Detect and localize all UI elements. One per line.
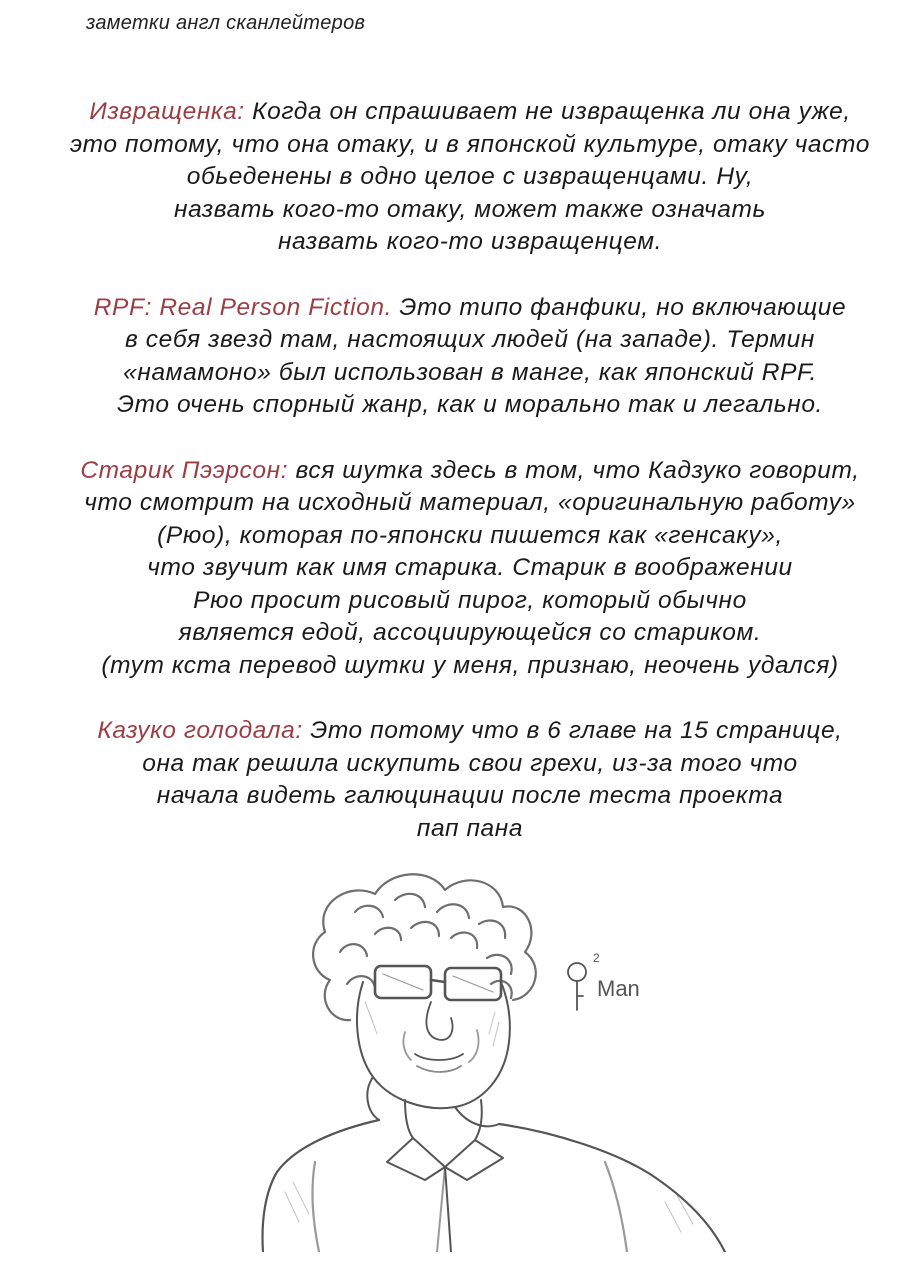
note-line: назвать кого-то отаку, может также означать (174, 195, 766, 223)
old-man-pencil-sketch (255, 862, 750, 1252)
notes-body (60, 96, 880, 845)
note-line: (Рюо), которая по-японски пишется как «генсаку», (157, 521, 783, 549)
shading (285, 1002, 693, 1232)
note-rpf (60, 292, 880, 422)
note-line: Когда он спрашивает не извращенка ли она уже, (244, 98, 851, 125)
note-line: является едой, ассоциирующейся со стариком. (178, 619, 762, 646)
shirt (263, 1120, 725, 1252)
note-line: Это типо фанфики, но включающие (391, 293, 847, 321)
note-line: что звучит как имя старика. Старик в воображении (147, 554, 793, 581)
collar (387, 1100, 503, 1252)
note-old-man-pearson (60, 455, 880, 683)
note-line: вся шутка здесь в том, что Кадзуко говорит, (288, 456, 860, 484)
caption-superscript: 2 (593, 951, 600, 965)
note-term: Старик Пээрсон: (80, 456, 289, 484)
note-term: Казуко голодала: (97, 717, 303, 744)
note-line: она так решила искупить свои грехи, из-за того что (142, 749, 798, 777)
key-doodle-icon (568, 963, 586, 1010)
note-line: Рюо просит рисовый пирог, который обычно (193, 586, 747, 614)
scanlator-notes-heading: заметки англ сканлейтеров (86, 12, 366, 34)
note-term: Извращенка: (89, 98, 245, 125)
note-line: «намамоно» был использован в манге, как японский RPF. (123, 358, 817, 386)
caption-man: Man (597, 976, 640, 1001)
face (357, 982, 510, 1126)
note-line: (тут кста перевод шутки у меня, признаю, неочень удался) (101, 651, 839, 679)
note-line: это потому, что она отаку, и в японской культуре, отаку часто (70, 130, 870, 158)
note-line: начала видеть галюцинации после теста проекта (156, 782, 784, 809)
facial-features (403, 1002, 478, 1072)
note-line: назвать кого-то извращенцем. (277, 228, 663, 255)
note-line: в себя звезд там, настоящих людей (на западе). Термин (125, 326, 815, 353)
note-line: обьеденены в одно целое с извращенцами. Ну, (186, 163, 754, 190)
note-kazuko-starving (60, 715, 880, 845)
note-line: что смотрит на исходный материал, «оригинальную работу» (84, 489, 856, 516)
note-line: Это очень спорный жанр, как и морально так и легально. (117, 391, 823, 418)
note-term: RPF: Real Person Fiction. (93, 293, 392, 321)
note-pervert (60, 96, 880, 259)
note-line: пап пана (416, 814, 524, 842)
note-line: Это потому что в 6 главе на 15 странице, (302, 717, 843, 744)
glasses (375, 966, 501, 1000)
